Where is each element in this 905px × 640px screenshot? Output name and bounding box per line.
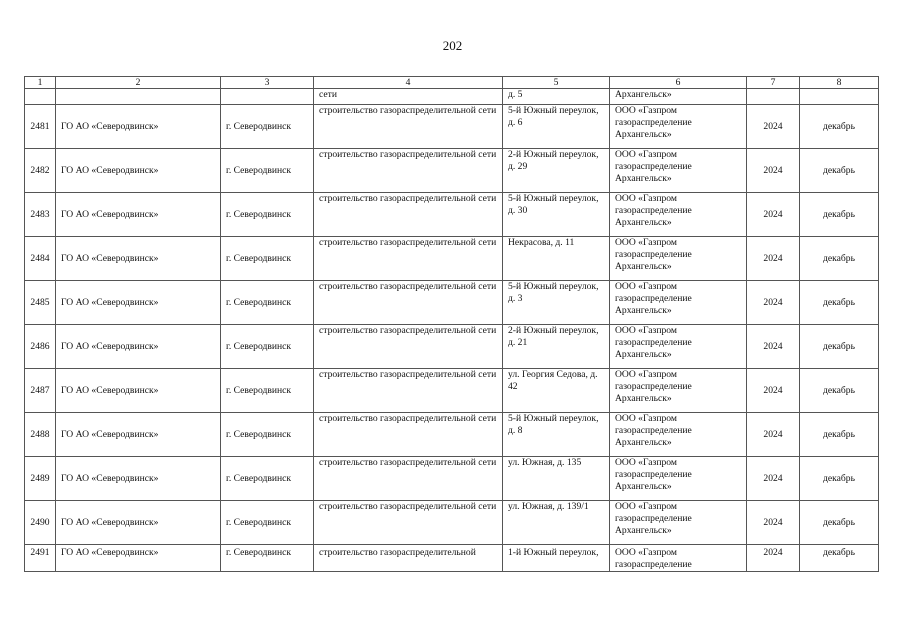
cell-work: строительство газораспределительной сети <box>314 325 503 369</box>
cell-address: 5-й Южный переулок, д. 8 <box>503 413 610 457</box>
cell-month: декабрь <box>800 457 879 501</box>
cell-number: 2484 <box>25 237 56 281</box>
cell-number: 2481 <box>25 105 56 149</box>
cell-empty <box>25 89 56 105</box>
cell-month: декабрь <box>800 501 879 545</box>
column-number: 1 <box>25 77 56 89</box>
table-row <box>25 325 879 369</box>
cell-address: ул. Южная, д. 139/1 <box>503 501 610 545</box>
cell-org: ООО «Газпром газораспределение Архангельск» <box>610 501 747 545</box>
cell-region: ГО АО «Северодвинск» <box>56 413 221 457</box>
cell-number: 2487 <box>25 369 56 413</box>
cell-address: ул. Георгия Седова, д. 42 <box>503 369 610 413</box>
cell-city: г. Северодвинск <box>221 413 314 457</box>
cell-city: г. Северодвинск <box>221 501 314 545</box>
cell-month: декабрь <box>800 193 879 237</box>
cell-org: ООО «Газпром газораспределение <box>610 545 747 572</box>
cell-work: строительство газораспределительной сети <box>314 149 503 193</box>
table-row <box>25 545 879 572</box>
table-row <box>25 149 879 193</box>
cell-address: 5-й Южный переулок, д. 3 <box>503 281 610 325</box>
cell-year: 2024 <box>747 281 800 325</box>
cell-work: строительство газораспределительной сети <box>314 237 503 281</box>
table-row <box>25 193 879 237</box>
cell-region: ГО АО «Северодвинск» <box>56 457 221 501</box>
cell-region: ГО АО «Северодвинск» <box>56 105 221 149</box>
cell-work: строительство газораспределительной сети <box>314 193 503 237</box>
cell-region: ГО АО «Северодвинск» <box>56 369 221 413</box>
cell-org: ООО «Газпром газораспределение Архангельск» <box>610 413 747 457</box>
cell-org: ООО «Газпром газораспределение Архангельск» <box>610 193 747 237</box>
cell-city: г. Северодвинск <box>221 325 314 369</box>
cell-year: 2024 <box>747 325 800 369</box>
cell-number: 2488 <box>25 413 56 457</box>
cell-city: г. Северодвинск <box>221 457 314 501</box>
cell-city: г. Северодвинск <box>221 237 314 281</box>
table-row <box>25 457 879 501</box>
table-row <box>25 413 879 457</box>
cell-number: 2485 <box>25 281 56 325</box>
cell-work: строительство газораспределительной сети <box>314 369 503 413</box>
cell-city: г. Северодвинск <box>221 281 314 325</box>
continuation-row <box>25 89 879 105</box>
cell-city: г. Северодвинск <box>221 369 314 413</box>
table-row <box>25 501 879 545</box>
cell-region: ГО АО «Северодвинск» <box>56 193 221 237</box>
cell-region: ГО АО «Северодвинск» <box>56 545 221 572</box>
cell-year: 2024 <box>747 545 800 572</box>
cell-month: декабрь <box>800 281 879 325</box>
column-number: 4 <box>314 77 503 89</box>
column-number: 8 <box>800 77 879 89</box>
cell-region: ГО АО «Северодвинск» <box>56 281 221 325</box>
cell-month: декабрь <box>800 413 879 457</box>
cell-address: 2-й Южный переулок, д. 21 <box>503 325 610 369</box>
cell-number: 2491 <box>25 545 56 572</box>
cell-year: 2024 <box>747 105 800 149</box>
column-number-row <box>25 77 879 89</box>
cell-org: ООО «Газпром газораспределение Архангельск» <box>610 237 747 281</box>
cell-region: ГО АО «Северодвинск» <box>56 149 221 193</box>
cell-number: 2483 <box>25 193 56 237</box>
cell-org: ООО «Газпром газораспределение Архангельск» <box>610 281 747 325</box>
cell-month: декабрь <box>800 105 879 149</box>
cell-city: г. Северодвинск <box>221 105 314 149</box>
cell-region: ГО АО «Северодвинск» <box>56 325 221 369</box>
cell-work: сети <box>314 89 503 105</box>
cell-address: 5-й Южный переулок, д. 6 <box>503 105 610 149</box>
cell-work: строительство газораспределительной сети <box>314 281 503 325</box>
cell-org: ООО «Газпром газораспределение Архангельск» <box>610 457 747 501</box>
cell-org: ООО «Газпром газораспределение Архангельск» <box>610 149 747 193</box>
cell-year: 2024 <box>747 193 800 237</box>
table-row <box>25 281 879 325</box>
page-number: 202 <box>442 38 463 53</box>
works-table <box>24 76 879 572</box>
cell-city: г. Северодвинск <box>221 149 314 193</box>
cell-work: строительство газораспределительной сети <box>314 105 503 149</box>
cell-address: 1-й Южный переулок, <box>503 545 610 572</box>
column-number: 2 <box>56 77 221 89</box>
cell-org: ООО «Газпром газораспределение Архангельск» <box>610 325 747 369</box>
cell-work: строительство газораспределительной сети <box>314 413 503 457</box>
cell-region: ГО АО «Северодвинск» <box>56 501 221 545</box>
cell-city: г. Северодвинск <box>221 545 314 572</box>
cell-address: ул. Южная, д. 135 <box>503 457 610 501</box>
cell-year: 2024 <box>747 369 800 413</box>
cell-year: 2024 <box>747 237 800 281</box>
cell-work: строительство газораспределительной сети <box>314 501 503 545</box>
cell-month: декабрь <box>800 369 879 413</box>
cell-empty <box>56 89 221 105</box>
cell-address: 5-й Южный переулок, д. 30 <box>503 193 610 237</box>
table-row <box>25 105 879 149</box>
cell-year: 2024 <box>747 149 800 193</box>
cell-number: 2482 <box>25 149 56 193</box>
cell-org: Архангельск» <box>610 89 747 105</box>
cell-month: декабрь <box>800 149 879 193</box>
cell-number: 2490 <box>25 501 56 545</box>
cell-org: ООО «Газпром газораспределение Архангельск» <box>610 369 747 413</box>
column-number: 6 <box>610 77 747 89</box>
table-row <box>25 237 879 281</box>
cell-empty <box>747 89 800 105</box>
cell-year: 2024 <box>747 457 800 501</box>
cell-empty <box>221 89 314 105</box>
cell-month: декабрь <box>800 237 879 281</box>
cell-month: декабрь <box>800 545 879 572</box>
cell-work: строительство газораспределительной <box>314 545 503 572</box>
cell-number: 2486 <box>25 325 56 369</box>
column-number: 5 <box>503 77 610 89</box>
cell-org: ООО «Газпром газораспределение Архангельск» <box>610 105 747 149</box>
cell-address: д. 5 <box>503 89 610 105</box>
cell-city: г. Северодвинск <box>221 193 314 237</box>
cell-work: строительство газораспределительной сети <box>314 457 503 501</box>
column-number: 3 <box>221 77 314 89</box>
cell-empty <box>800 89 879 105</box>
cell-year: 2024 <box>747 413 800 457</box>
cell-number: 2489 <box>25 457 56 501</box>
table-row <box>25 369 879 413</box>
cell-address: Некрасова, д. 11 <box>503 237 610 281</box>
cell-month: декабрь <box>800 325 879 369</box>
cell-year: 2024 <box>747 501 800 545</box>
cell-region: ГО АО «Северодвинск» <box>56 237 221 281</box>
cell-address: 2-й Южный переулок, д. 29 <box>503 149 610 193</box>
column-number: 7 <box>747 77 800 89</box>
